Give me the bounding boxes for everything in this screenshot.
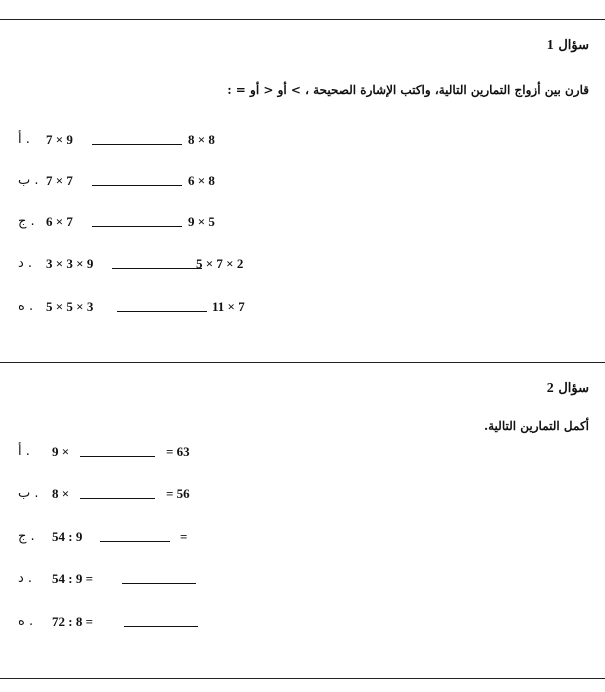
answer-blank[interactable] bbox=[124, 626, 198, 627]
right-expression: = bbox=[180, 529, 188, 544]
right-expression: 5 × 7 × 2 bbox=[196, 256, 244, 271]
question-2-title-word: سؤال bbox=[558, 381, 589, 396]
question-1-row-e bbox=[18, 299, 278, 315]
row-letter: ه . bbox=[18, 299, 34, 314]
left-expression: 54 : 9 = bbox=[52, 571, 93, 586]
left-expression: 5 × 5 × 3 bbox=[46, 299, 94, 314]
question-2-row-d bbox=[18, 571, 218, 587]
left-expression: 6 × 7 bbox=[46, 214, 73, 229]
answer-blank[interactable] bbox=[92, 185, 182, 186]
answer-blank[interactable] bbox=[92, 144, 182, 145]
left-expression: 72 : 8 = bbox=[52, 614, 93, 629]
row-letter: د . bbox=[18, 256, 33, 271]
question-1-row-c bbox=[18, 214, 258, 230]
answer-blank[interactable] bbox=[92, 226, 182, 227]
question-2-row-c bbox=[18, 529, 218, 545]
question-2-instruction: أكمل التمارين التالية. bbox=[483, 419, 589, 433]
answer-blank[interactable] bbox=[80, 456, 155, 457]
left-expression: 9 × bbox=[52, 444, 70, 459]
left-expression: 7 × 9 bbox=[46, 132, 73, 147]
row-letter: أ . bbox=[18, 132, 30, 147]
row-letter: ج . bbox=[18, 214, 35, 229]
answer-blank[interactable] bbox=[117, 311, 207, 312]
section-divider-bottom bbox=[0, 678, 605, 679]
section-divider-top bbox=[0, 19, 605, 20]
answer-blank[interactable] bbox=[112, 268, 202, 269]
right-expression: 11 × 7 bbox=[212, 299, 245, 314]
row-letter: أ . bbox=[18, 444, 30, 459]
question-2-title bbox=[547, 381, 589, 397]
row-letter: ب . bbox=[18, 173, 39, 188]
section-divider-middle bbox=[0, 362, 605, 363]
question-1-number: 1 bbox=[546, 38, 554, 53]
answer-blank[interactable] bbox=[80, 498, 155, 499]
answer-blank[interactable] bbox=[100, 541, 170, 542]
question-2-number: 2 bbox=[546, 381, 554, 396]
right-expression: 8 × 8 bbox=[188, 132, 215, 147]
right-expression: = 63 bbox=[166, 444, 190, 459]
left-expression: 8 × bbox=[52, 486, 70, 501]
row-letter: ج . bbox=[18, 529, 35, 544]
question-1-instruction: قارن بين أزواج التمارين التالية، واكتب الإشارة الصحيحة ، > أو < أو = : bbox=[227, 83, 589, 97]
question-1-row-a bbox=[18, 132, 258, 148]
question-2-row-a bbox=[18, 444, 218, 460]
row-letter: ه . bbox=[18, 614, 34, 629]
right-expression: 9 × 5 bbox=[188, 214, 215, 229]
answer-blank[interactable] bbox=[122, 583, 196, 584]
question-2-row-e bbox=[18, 614, 218, 630]
question-1-title-word: سؤال bbox=[558, 38, 589, 53]
question-2-row-b bbox=[18, 486, 218, 502]
left-expression: 3 × 3 × 9 bbox=[46, 256, 94, 271]
right-expression: = 56 bbox=[166, 486, 190, 501]
row-letter: د . bbox=[18, 571, 33, 586]
question-1-title bbox=[547, 38, 589, 54]
row-letter: ب . bbox=[18, 486, 39, 501]
question-1-row-b bbox=[18, 173, 258, 189]
right-expression: 6 × 8 bbox=[188, 173, 215, 188]
question-1-row-d bbox=[18, 256, 278, 272]
left-expression: 7 × 7 bbox=[46, 173, 73, 188]
left-expression: 54 : 9 bbox=[52, 529, 83, 544]
